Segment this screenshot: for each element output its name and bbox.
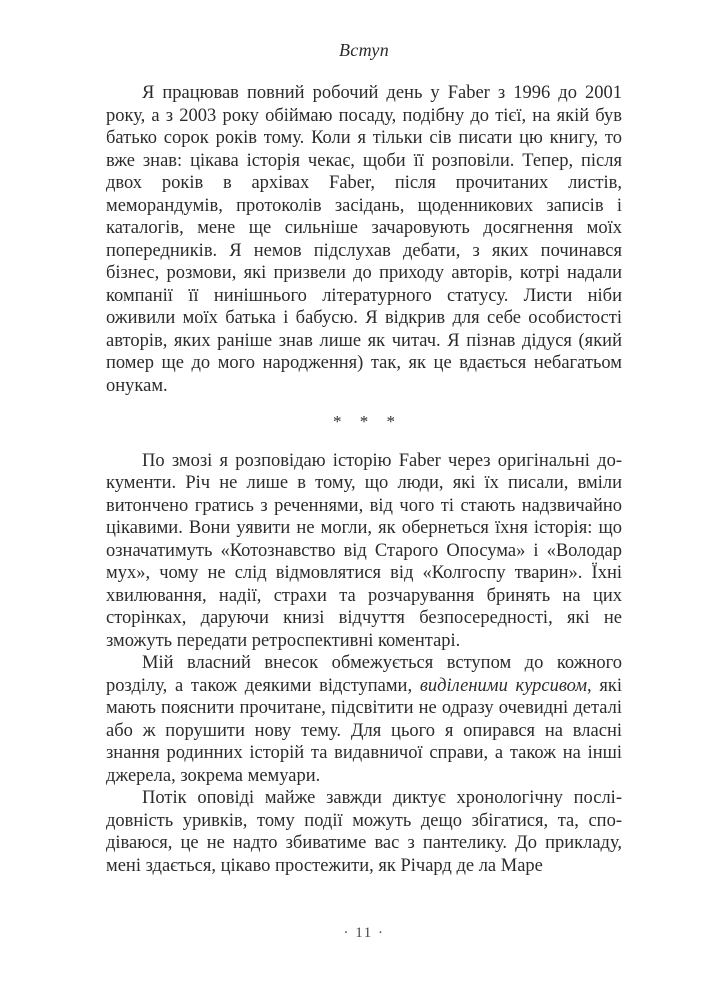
body-paragraph [106,652,622,787]
text-block [106,82,622,877]
body-paragraph: Потік оповіді майже завжди диктує хронологічну послідовність уривків, тому події можуть дещо збігатися, та, сподіваюся, це не надто збиватиме вас з пантелику. До прикладу, мені здається, цікаво простежити, як Річард де ла Маре [106,788,622,876]
section-separator: * * * [333,412,402,431]
page-number: · 11 · [343,925,385,941]
body-paragraph: По змозі я розповідаю історію Faber через оригінальні документи. Річ не лише в тому, що люди, які їх писали, вміли витончено гратись з реченнями, від чого ті стають надзвичайно цікавими. Вони уявити не могли, як обернеться їхня історія: що означатимуть «Котознавство від Старого Опосума» і «Володар мух», чому не слід відмовлятися від «Колгоспу тварин». Їхні хвилювання, надії, страхи та розчарування бринять на цих сторінках, даруючи книзі відчуття безпосередності, які не зможуть передати ретроспективні коментарі. [106,450,622,651]
chapter-running-head: Вступ [338,40,390,60]
paragraph-text: Мій власний внесок обмежується вступом до кожного розділу, а також деякими відступами, [106,653,622,696]
body-paragraph: Я працював повний робочий день у Faber з 1996 до 2001 року, а з 2003 року обіймаю посаду, подібну до тієї, на якій був батько сорок років тому. Коли я тільки сів писати цю книгу, то вже знав: цікава історія чекає, щоби її розповіли. Тепер, після двох років в архівах Faber, після прочитаних листів, меморандумів, протоколів засідань, щоденникових записів і каталогів, мене ще сильніше зачаровують досягнення моїх попередників. Я немов підслухав дебати, з яких починався бізнес, розмови, які призвели до приходу авторів, котрі надали компанії її нинішнього літературного статусу. Листи ніби оживили моїх батька і бабусю. Я відкрив для себе особистості авторів, яких раніше знав лише як читач. Я пізнав дідуся (який помер ще до мого народження) так, як це вдається небагатьом онукам. [106,83,622,396]
paragraph-text: , які мають пояснити прочитане, підсвітити не одразу очевидні деталі або ж порушити нову тему. Для цього я опирався на власні знання родинних історій та видавничої справи, а також на інші джерела, зокрема мемуари. [106,675,622,786]
paragraph-italic-text: виділеними курсивом [419,675,588,696]
